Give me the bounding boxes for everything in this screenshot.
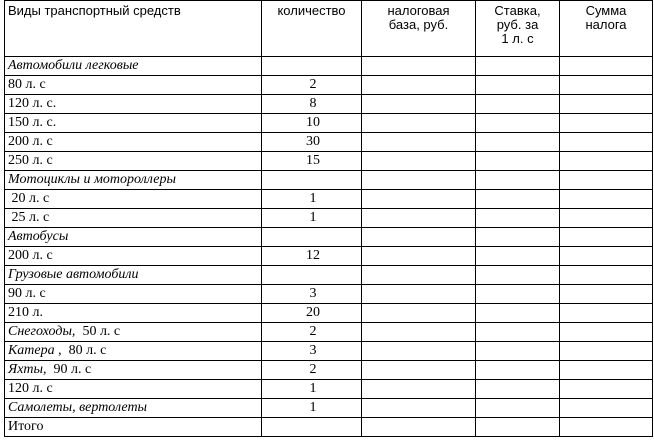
tax-sum-cell: [560, 209, 653, 228]
rate-cell: [476, 228, 560, 247]
quantity-cell: 15: [262, 152, 362, 171]
vehicle-type-cell: [5, 342, 262, 361]
table-row: [5, 95, 653, 114]
tax-base-cell: [362, 361, 476, 380]
table-row: [5, 114, 653, 133]
tax-base-cell: [362, 152, 476, 171]
rate-cell: [476, 133, 560, 152]
table-row: [5, 266, 653, 285]
tax-base-cell: [362, 76, 476, 95]
tax-base-cell: [362, 114, 476, 133]
quantity-cell: 1: [262, 380, 362, 399]
vehicle-category-label: Катера: [8, 343, 55, 358]
vehicle-type-cell: 120 л. с.: [5, 95, 262, 114]
tax-sum-cell: [560, 361, 653, 380]
table-row: [5, 190, 653, 209]
header-rate: [476, 1, 560, 57]
tax-base-cell: [362, 323, 476, 342]
vehicle-type-cell: Самолеты, вертолеты: [5, 399, 262, 418]
vehicle-type-cell: 25 л. с: [5, 209, 262, 228]
tax-sum-cell: [560, 266, 653, 285]
rate-cell: [476, 418, 560, 437]
vehicle-category-label: Снегоходы,: [8, 324, 76, 339]
header-tax-base-line2: база, руб.: [388, 17, 449, 32]
header-tax-sum-line2: налога: [585, 17, 627, 32]
quantity-cell: 1: [262, 209, 362, 228]
table-row: [5, 228, 653, 247]
tax-sum-cell: [560, 190, 653, 209]
vehicle-type-cell: Итого: [5, 418, 262, 437]
quantity-cell: 8: [262, 95, 362, 114]
vehicle-power-label: 90 л. с: [46, 362, 92, 377]
vehicle-type-cell: 250 л. с: [5, 152, 262, 171]
quantity-cell: [262, 266, 362, 285]
vehicle-type-cell: [5, 323, 262, 342]
quantity-cell: [262, 228, 362, 247]
rate-cell: [476, 152, 560, 171]
rate-cell: [476, 190, 560, 209]
table-row: [5, 342, 653, 361]
table-row: [5, 304, 653, 323]
tax-base-cell: [362, 247, 476, 266]
quantity-cell: 2: [262, 323, 362, 342]
header-rate-line1: Ставка,: [494, 3, 541, 18]
tax-sum-cell: [560, 380, 653, 399]
vehicle-type-cell: 80 л. с: [5, 76, 262, 95]
tax-sum-cell: [560, 247, 653, 266]
vehicle-power-label: , 80 л. с: [54, 343, 107, 358]
table-row: [5, 399, 653, 418]
quantity-cell: 3: [262, 342, 362, 361]
rate-cell: [476, 285, 560, 304]
rate-cell: [476, 304, 560, 323]
quantity-cell: 2: [262, 76, 362, 95]
tax-base-cell: [362, 95, 476, 114]
quantity-cell: 2: [262, 361, 362, 380]
tax-base-cell: [362, 266, 476, 285]
tax-sum-cell: [560, 95, 653, 114]
table-row: [5, 418, 653, 437]
table-row: [5, 57, 653, 76]
vehicle-type-cell: 120 л. с: [5, 380, 262, 399]
header-row: [5, 1, 653, 57]
rate-cell: [476, 76, 560, 95]
vehicle-type-cell: [5, 361, 262, 380]
tax-sum-cell: [560, 57, 653, 76]
tax-sum-cell: [560, 114, 653, 133]
vehicle-type-cell: 90 л. с: [5, 285, 262, 304]
tax-sum-cell: [560, 171, 653, 190]
quantity-cell: 12: [262, 247, 362, 266]
tax-sum-cell: [560, 228, 653, 247]
table-row: [5, 209, 653, 228]
quantity-cell: 10: [262, 114, 362, 133]
rate-cell: [476, 95, 560, 114]
table-row: [5, 323, 653, 342]
tax-sum-cell: [560, 342, 653, 361]
tax-base-cell: [362, 285, 476, 304]
tax-base-cell: [362, 399, 476, 418]
quantity-cell: 30: [262, 133, 362, 152]
rate-cell: [476, 247, 560, 266]
header-tax-base-line1: налоговая: [387, 3, 450, 18]
tax-base-cell: [362, 380, 476, 399]
rate-cell: [476, 266, 560, 285]
rate-cell: [476, 114, 560, 133]
tax-sum-cell: [560, 152, 653, 171]
table-row: [5, 361, 653, 380]
tax-sum-cell: [560, 399, 653, 418]
vehicle-category-label: Яхты,: [8, 362, 47, 377]
tax-base-cell: [362, 171, 476, 190]
tax-base-cell: [362, 190, 476, 209]
vehicle-power-label: 50 л. с: [75, 324, 121, 339]
table-row: [5, 247, 653, 266]
header-quantity: количество: [262, 1, 362, 57]
tax-base-cell: [362, 57, 476, 76]
rate-cell: [476, 209, 560, 228]
rate-cell: [476, 342, 560, 361]
quantity-cell: 1: [262, 399, 362, 418]
rate-cell: [476, 171, 560, 190]
vehicle-type-cell: Грузовые автомобили: [5, 266, 262, 285]
table-row: [5, 152, 653, 171]
rate-cell: [476, 57, 560, 76]
tax-sum-cell: [560, 304, 653, 323]
table-row: [5, 380, 653, 399]
header-tax-base: [362, 1, 476, 57]
vehicle-type-cell: Автобусы: [5, 228, 262, 247]
quantity-cell: 20: [262, 304, 362, 323]
rate-cell: [476, 399, 560, 418]
tax-base-cell: [362, 342, 476, 361]
tax-base-cell: [362, 228, 476, 247]
tax-sum-cell: [560, 133, 653, 152]
vehicle-type-cell: 210 л.: [5, 304, 262, 323]
quantity-cell: [262, 57, 362, 76]
header-tax-sum-line1: Сумма: [585, 3, 627, 18]
tax-base-cell: [362, 304, 476, 323]
table-row: [5, 285, 653, 304]
tax-sum-cell: [560, 418, 653, 437]
rate-cell: [476, 361, 560, 380]
vehicle-type-cell: Автомобили легковые: [5, 57, 262, 76]
table-row: [5, 76, 653, 95]
quantity-cell: [262, 171, 362, 190]
vehicle-type-cell: 20 л. с: [5, 190, 262, 209]
vehicle-type-cell: 200 л. с: [5, 133, 262, 152]
tax-sum-cell: [560, 285, 653, 304]
table-row: [5, 171, 653, 190]
tax-sum-cell: [560, 76, 653, 95]
transport-tax-table: [4, 0, 653, 437]
tax-base-cell: [362, 418, 476, 437]
vehicle-type-cell: 200 л. с: [5, 247, 262, 266]
tax-base-cell: [362, 133, 476, 152]
vehicle-type-cell: Мотоциклы и мотороллеры: [5, 171, 262, 190]
header-rate-line2: руб. за: [496, 17, 539, 32]
quantity-cell: [262, 418, 362, 437]
rate-cell: [476, 380, 560, 399]
vehicle-type-cell: 150 л. с.: [5, 114, 262, 133]
table-row: [5, 133, 653, 152]
header-tax-sum: [560, 1, 653, 57]
quantity-cell: 1: [262, 190, 362, 209]
tax-base-cell: [362, 209, 476, 228]
header-vehicle-type: Виды транспортный средств: [5, 1, 262, 57]
rate-cell: [476, 323, 560, 342]
quantity-cell: 3: [262, 285, 362, 304]
tax-sum-cell: [560, 323, 653, 342]
header-rate-line3: 1 л. с: [501, 31, 534, 46]
